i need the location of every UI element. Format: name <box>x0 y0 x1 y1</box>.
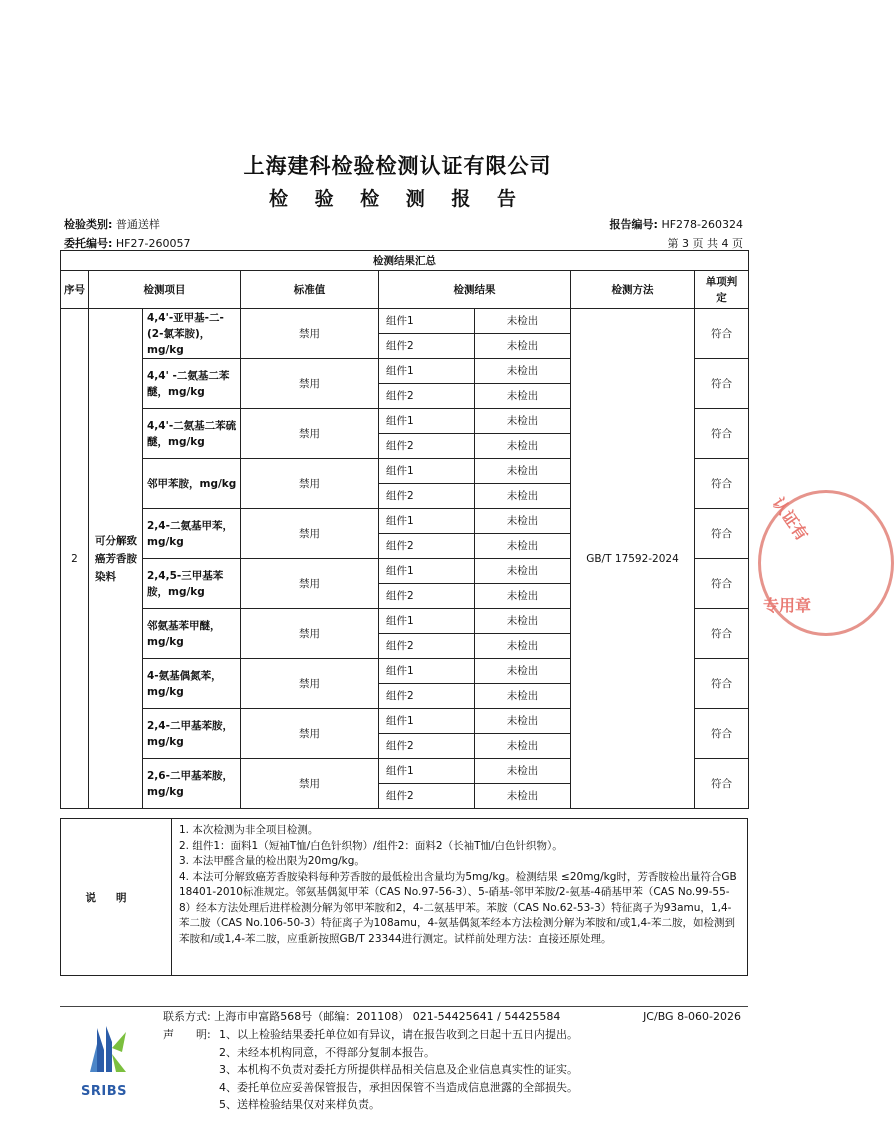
standard-value: 禁用 <box>241 709 379 759</box>
component-label: 组件1 <box>379 659 475 684</box>
component-label: 组件1 <box>379 559 475 584</box>
test-item: 4,4'-二氨基二苯硫醚，mg/kg <box>143 409 241 459</box>
component-label: 组件2 <box>379 584 475 609</box>
result-value: 未检出 <box>475 559 571 584</box>
component-label: 组件2 <box>379 684 475 709</box>
note-line: 4. 本法可分解致癌芳香胺染料每种芳香胺的最低检出含量均为5mg/kg。检测结果 ≤20mg/kg时，芳香胺检出量符合GB 18401-2010标准规定。邻氨基偶氮甲苯（CAS No.97-56-3）、5-硝基-邻甲苯胺/2-氨基-4硝基甲苯（CAS No.99-55-8）经本方法处理后进样检测分解为邻甲苯胺和2，4-二氨基甲苯。苯胺（CAS No.62-53-3）特征离子为93amu，1,4-苯二胺（CAS No.106-50-3）特征离子为108amu，4-氨基偶氮苯经本方法检测分解为苯胺和/或1,4-苯二胺，如检测到苯胺和/或1,4-苯二胺，应重新按照GB/T 23344进行测定。试样前处理方法：直接还原处理。 <box>179 870 737 945</box>
statements <box>219 1026 578 1114</box>
test-item: 2,4-二氨基甲苯，mg/kg <box>143 509 241 559</box>
page-info: 第 3 页 共 4 页 <box>667 237 743 250</box>
summary-title: 检测结果汇总 <box>61 251 749 271</box>
judgement-cell: 符合 <box>695 509 749 559</box>
component-label: 组件1 <box>379 709 475 734</box>
test-item: 邻甲苯胺，mg/kg <box>143 459 241 509</box>
statement-line: 2、未经本机构同意，不得部分复制本报告。 <box>219 1045 435 1059</box>
inspection-type <box>64 216 160 232</box>
component-label: 组件1 <box>379 759 475 784</box>
result-value: 未检出 <box>475 484 571 509</box>
header-judgement: 单项判定 <box>695 271 749 309</box>
component-label: 组件1 <box>379 509 475 534</box>
statement-line: 5、送样检验结果仅对来样负责。 <box>219 1098 380 1111</box>
result-value: 未检出 <box>475 309 571 334</box>
header-result: 检测结果 <box>379 271 571 309</box>
component-label: 组件1 <box>379 309 475 334</box>
seq-cell: 2 <box>61 309 89 809</box>
header-method: 检测方法 <box>571 271 695 309</box>
statement-label: 声 明: <box>163 1028 211 1041</box>
official-seal <box>758 490 894 636</box>
component-label: 组件2 <box>379 384 475 409</box>
note-line: 3. 本法甲醛含量的检出限为20mg/kg。 <box>179 855 365 867</box>
inspection-type-value: 普通送样 <box>115 218 160 231</box>
component-label: 组件1 <box>379 609 475 634</box>
statement-line: 1、以上检验结果委托单位如有异议，请在报告收到之日起十五日内提出。 <box>219 1028 578 1041</box>
result-value: 未检出 <box>475 659 571 684</box>
result-value: 未检出 <box>475 584 571 609</box>
commission-no-label: 委托编号: <box>64 237 113 250</box>
judgement-cell: 符合 <box>695 359 749 409</box>
results-table <box>60 250 749 809</box>
result-value: 未检出 <box>475 384 571 409</box>
component-label: 组件2 <box>379 334 475 359</box>
result-value: 未检出 <box>475 759 571 784</box>
result-value: 未检出 <box>475 409 571 434</box>
standard-value: 禁用 <box>241 309 379 359</box>
result-value: 未检出 <box>475 359 571 384</box>
report-no-label: 报告编号: <box>609 218 658 231</box>
sribs-logo-icon <box>82 1022 132 1080</box>
judgement-cell: 符合 <box>695 759 749 809</box>
component-label: 组件2 <box>379 784 475 809</box>
standard-value: 禁用 <box>241 409 379 459</box>
judgement-cell: 符合 <box>695 659 749 709</box>
judgement-cell: 符合 <box>695 309 749 359</box>
test-item: 2,4,5-三甲基苯胺，mg/kg <box>143 559 241 609</box>
report-title: 检 验 检 测 报 告 <box>268 188 527 210</box>
notes-box <box>60 818 748 976</box>
sribs-logo <box>82 1022 132 1100</box>
standard-value: 禁用 <box>241 509 379 559</box>
standard-value: 禁用 <box>241 459 379 509</box>
statement-line: 3、本机构不负责对委托方所提供样品相关信息及企业信息真实性的证实。 <box>219 1063 578 1076</box>
result-value: 未检出 <box>475 709 571 734</box>
component-label: 组件1 <box>379 409 475 434</box>
result-value: 未检出 <box>475 434 571 459</box>
method-cell: GB/T 17592-2024 <box>571 309 695 809</box>
component-label: 组件1 <box>379 359 475 384</box>
seal-text-top: 认证有 <box>768 493 812 545</box>
note-line: 1. 本次检测为非全项目检测。 <box>179 824 319 836</box>
judgement-cell: 符合 <box>695 609 749 659</box>
result-value: 未检出 <box>475 334 571 359</box>
test-item: 邻氨基苯甲醚，mg/kg <box>143 609 241 659</box>
result-value: 未检出 <box>475 734 571 759</box>
table-row <box>61 309 749 334</box>
commission-no <box>64 235 190 251</box>
standard-value: 禁用 <box>241 659 379 709</box>
test-item: 4,4'-亚甲基-二-(2-氯苯胺)，mg/kg <box>143 309 241 359</box>
standard-value: 禁用 <box>241 559 379 609</box>
notes-label: 说明 <box>61 819 172 975</box>
test-item: 4-氨基偶氮苯，mg/kg <box>143 659 241 709</box>
inspection-type-label: 检验类别: <box>64 218 113 231</box>
test-item: 2,4-二甲基苯胺，mg/kg <box>143 709 241 759</box>
notes-body <box>179 823 741 947</box>
result-value: 未检出 <box>475 609 571 634</box>
judgement-cell: 符合 <box>695 559 749 609</box>
note-line: 2. 组件1：面料1（短袖T恤/白色针织物）/组件2：面料2（长袖T恤/白色针织物）。 <box>179 839 563 852</box>
component-label: 组件2 <box>379 634 475 659</box>
footer-divider <box>60 1006 748 1007</box>
standard-value: 禁用 <box>241 759 379 809</box>
result-value: 未检出 <box>475 684 571 709</box>
result-value: 未检出 <box>475 459 571 484</box>
standard-value: 禁用 <box>241 609 379 659</box>
standard-value: 禁用 <box>241 359 379 409</box>
test-item: 4,4' -二氨基二苯醚，mg/kg <box>143 359 241 409</box>
test-item: 2,6-二甲基苯胺，mg/kg <box>143 759 241 809</box>
result-value: 未检出 <box>475 634 571 659</box>
report-no-value: HF278-260324 <box>661 218 743 231</box>
doc-code: JC/BG 8-060-2026 <box>643 1010 741 1023</box>
footer-contact <box>163 1008 560 1026</box>
judgement-cell: 符合 <box>695 459 749 509</box>
contact-label: 联系方式: <box>163 1010 211 1023</box>
judgement-cell: 符合 <box>695 409 749 459</box>
result-value: 未检出 <box>475 784 571 809</box>
sribs-logo-text: SRIBS <box>81 1084 127 1099</box>
judgement-cell: 符合 <box>695 709 749 759</box>
seal-text-bottom: 专用章 <box>763 596 812 615</box>
component-label: 组件2 <box>379 534 475 559</box>
component-label: 组件1 <box>379 459 475 484</box>
result-value: 未检出 <box>475 509 571 534</box>
report-no <box>610 216 743 232</box>
statement-line: 4、委托单位应妥善保管报告，承担因保管不当造成信息泄露的全部损失。 <box>219 1080 578 1094</box>
category-cell: 可分解致癌芳香胺染料 <box>89 309 143 809</box>
component-label: 组件2 <box>379 434 475 459</box>
results-body <box>61 309 749 809</box>
company-name: 上海建科检验检测认证有限公司 <box>243 154 552 178</box>
header-standard: 标准值 <box>241 271 379 309</box>
header-item: 检测项目 <box>89 271 241 309</box>
contact-value: 上海市申富路568号（邮编：201108） 021-54425641 / 54425584 <box>214 1010 561 1023</box>
commission-no-value: HF27-260057 <box>115 237 191 250</box>
component-label: 组件2 <box>379 484 475 509</box>
header-seq: 序号 <box>61 271 89 309</box>
result-value: 未检出 <box>475 534 571 559</box>
component-label: 组件2 <box>379 734 475 759</box>
